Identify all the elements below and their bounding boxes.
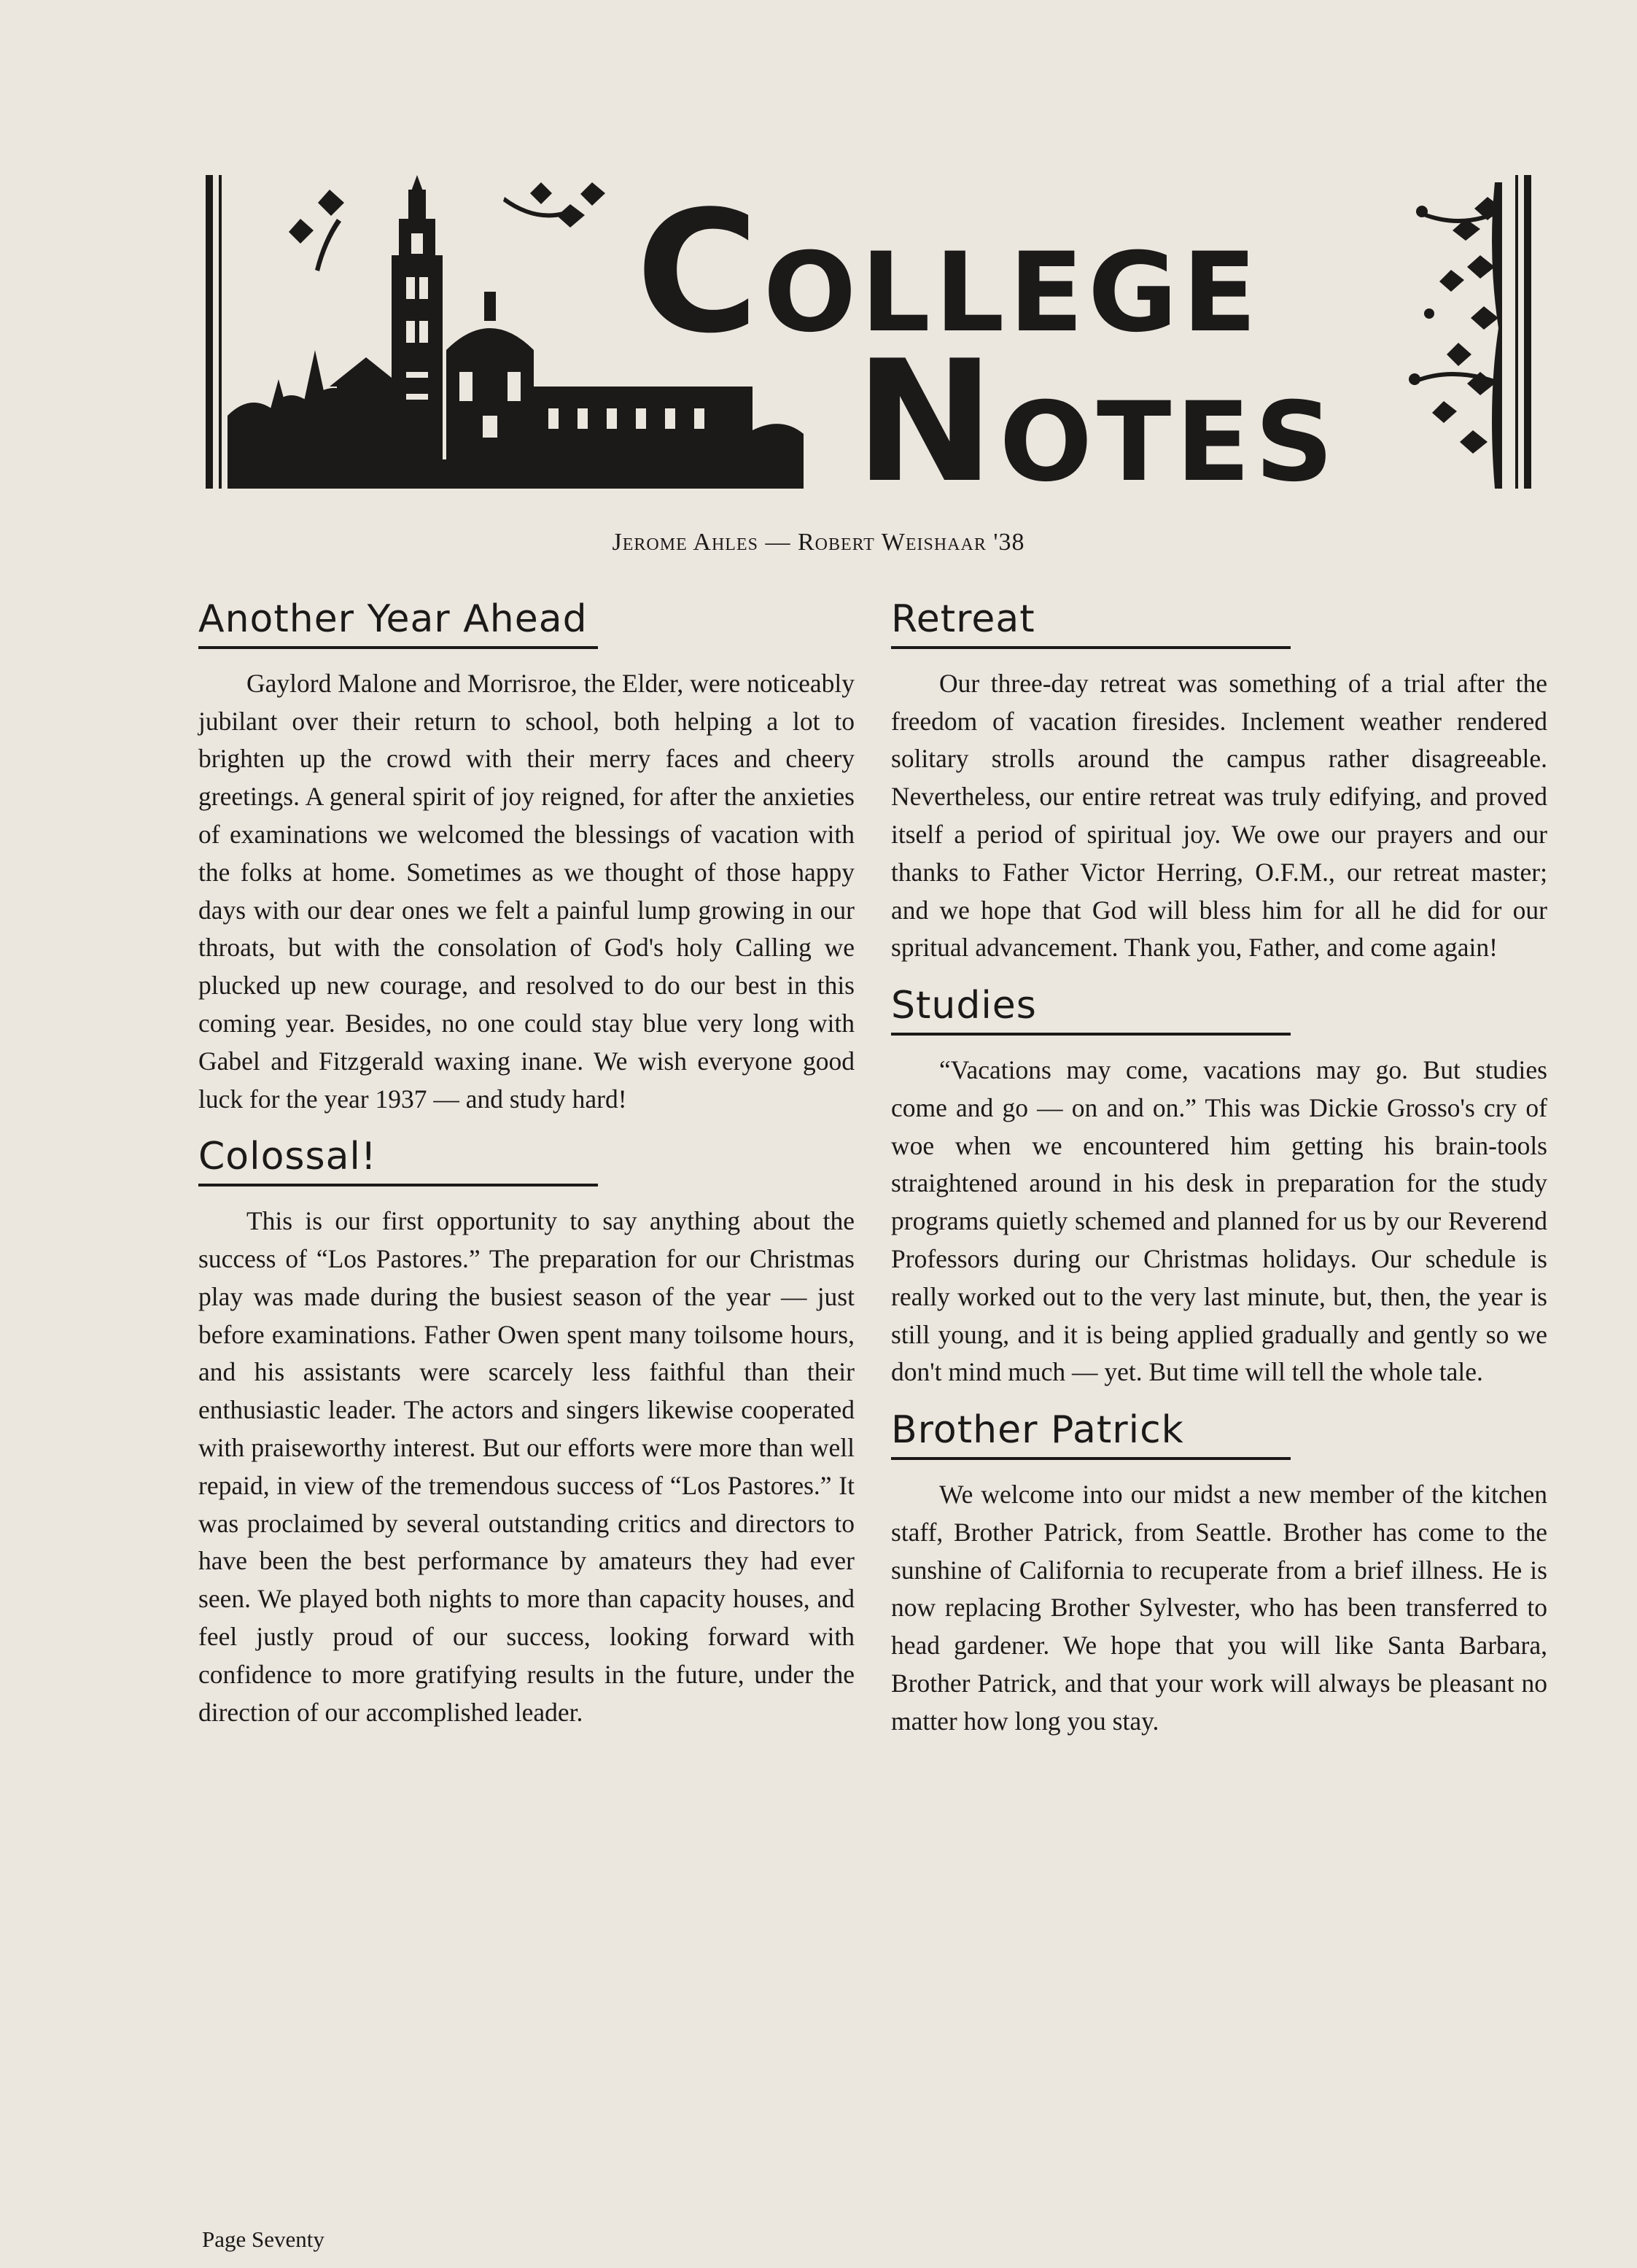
masthead-title-line1-rest: OLLEGE <box>763 230 1261 357</box>
section-body-another-year-ahead: Gaylord Malone and Morrisroe, the Elder, were noticeably jubilant over their return to school, both helping a lot to brighten up the crowd with their merry faces and cheery greetings. A general spirit of joy reigned, for after the anxieties of examinations we welcomed the blessings of vacation with the folks at home. Sometimes as we thought of those happy days with our dear ones we felt a painful lump growing in our throats, but with the consolation of God's holy Calling we plucked up new courage, and resolved to do our best in this coming year. Besides, no one could stay blue very long with Gabel and Fitzgerald waxing inane. We wish everyone good luck for the year 1937 — and study hard! <box>198 668 855 1114</box>
masthead-title-line2 <box>855 325 1338 520</box>
byline-text: Jerome Ahles — Robert Weishaar '38 <box>612 529 1025 556</box>
section-heading-colossal: Colossal! <box>198 1135 598 1187</box>
section-body-studies: “Vacations may come, vacations may go. But studies come and go — on and on.” This was Dickie Grosso's cry of woe when we encountered him getting his brain-tools straightened around in his desk in preparation for the study programs quietly schemed and planned for us by our Reverend Professors during our Christmas holidays. Our schedule is really worked out to the very last minute, but, then, the year is still young, and it is being applied gradually and gently so we don't mind much — yet. But time will tell the whole tale. <box>891 1055 1547 1387</box>
masthead-border-right <box>1524 175 1531 489</box>
section-heading-studies: Studies <box>891 985 1291 1036</box>
section-body-brother-patrick: We welcome into our midst a new member of the kitchen staff, Brother Patrick, from Seattle. Brother has come to the sunshine of California to recuperate from a brief illness. He is now replacing Brother Sylvester, who has been transferred to head gardener. We hope that you will like Santa Barbara, Brother Patrick, and that your work will always be pleasant no matter how long you stay. <box>891 1479 1547 1736</box>
byline <box>0 529 1637 556</box>
masthead-border-left-thin <box>219 175 222 489</box>
section-body-colossal: This is our first opportunity to say anything about the success of “Los Pastores.” The preparation for our Christmas play was made during the busiest season of the year — just before examinations. Father Owen spent many toilsome hours, and his assistants were scarcely less faithful than their enthusiastic leader. The actors and singers likewise cooperated with praiseworthy interest. But our efforts were more than well repaid, in view of the tremendous success of “Los Pastores.” It was proclaimed by several outstanding critics and directors to have been the best performance by amateurs they had ever seen. We played both nights to more than capacity houses, and feel justly proud of our success, looking forward with confidence to more gratifying results in the future, under the direction of our accomplished leader. <box>198 1206 855 1727</box>
section-body-retreat: Our three-day retreat was something of a trial after the freedom of vacation firesides. Inclement weather rendered solitary strolls around the campus rather disagreeable. Nevertheless, our entire retreat was truly edifying, and proved itself a period of spiritual joy. We owe our prayers and our thanks to Father Victor Herring, O.F.M., our retreat master; and we hope that God will bless him for all he did for our spritual advancement. Thank you, Father, and come again! <box>891 668 1547 963</box>
section-heading-retreat: Retreat <box>891 598 1291 649</box>
section-heading-brother-patrick: Brother Patrick <box>891 1409 1291 1460</box>
masthead-title-line2-rest: OTES <box>999 379 1338 506</box>
masthead-title-line1-cap: C <box>636 176 763 370</box>
masthead-title-line2-cap: N <box>855 325 1000 520</box>
masthead-border-right-thin <box>1515 175 1518 489</box>
masthead <box>206 175 1531 520</box>
masthead-border-left <box>206 175 213 489</box>
left-column <box>198 598 855 1749</box>
section-heading-another-year-ahead: Another Year Ahead <box>198 598 598 649</box>
page-number: Page Seventy <box>202 2226 324 2252</box>
foliage-ornament <box>1378 182 1509 489</box>
right-column <box>891 598 1547 1758</box>
